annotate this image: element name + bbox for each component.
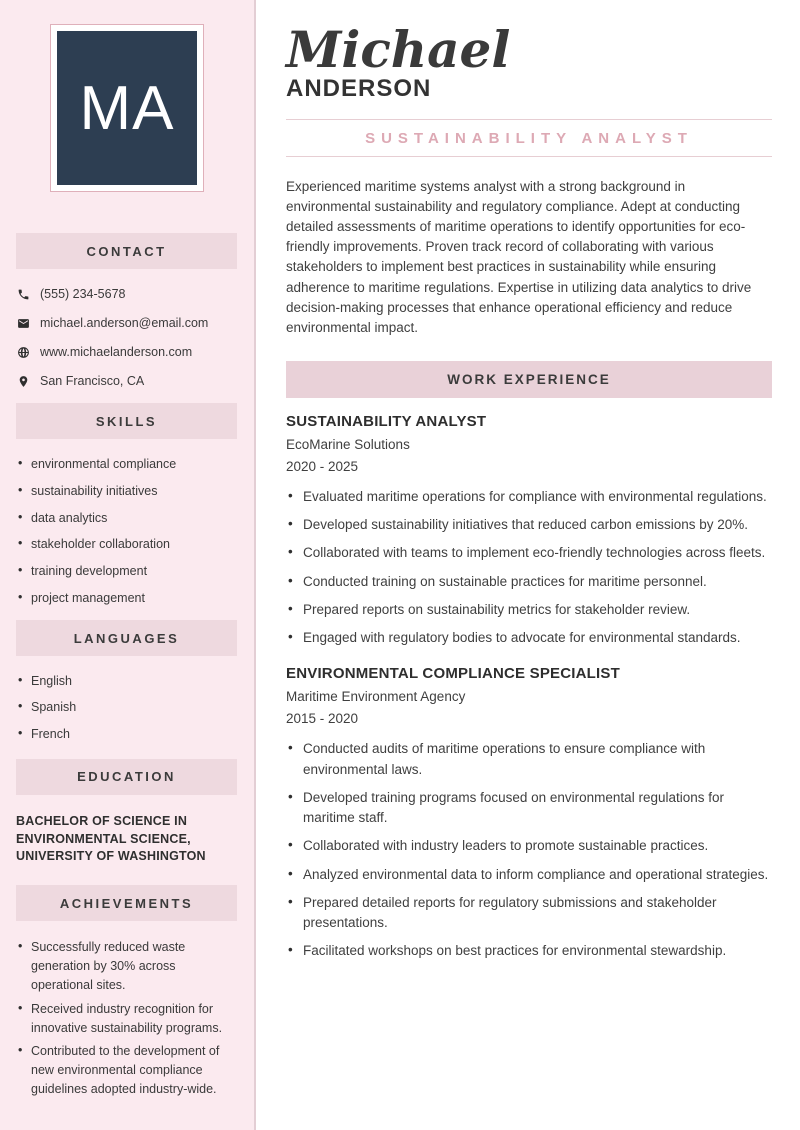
job-entry	[286, 665, 772, 961]
contact-item-phone	[16, 287, 238, 301]
list-item: • English	[18, 673, 238, 689]
divider	[286, 156, 772, 157]
last-name: ANDERSON	[286, 75, 432, 102]
list-item: • Spanish	[18, 699, 238, 715]
job-dates: 2015 - 2020	[286, 711, 359, 727]
list-item: • French	[18, 726, 238, 742]
list-item: • Facilitated workshops on best practices for environmental stewardship.	[286, 941, 772, 961]
first-name: Michael	[286, 20, 511, 79]
list-item: • Successfully reduced waste generation by 30% across operational sites.	[18, 938, 238, 995]
sidebar	[0, 0, 256, 1130]
list-item: • Conducted training on sustainable practices for maritime personnel.	[286, 572, 772, 592]
list-item: • Prepared detailed reports for regulatory submissions and stakeholder presentations.	[286, 893, 772, 934]
list-item: • Collaborated with industry leaders to promote sustainable practices.	[286, 836, 772, 856]
job-entry	[286, 413, 772, 649]
monogram-frame	[50, 24, 204, 192]
list-item: • Developed training programs focused on environmental regulations for maritime staff.	[286, 788, 772, 829]
list-item: • data analytics	[18, 510, 238, 526]
achievements-list	[0, 921, 254, 1099]
list-item: • Received industry recognition for innovative sustainability programs.	[18, 1000, 238, 1038]
monogram	[57, 31, 197, 185]
list-item: • Engaged with regulatory bodies to advocate for environmental standards.	[286, 628, 772, 648]
contact-website-text: www.michaelanderson.com	[40, 345, 193, 359]
job-title: SUSTAINABILITY ANALYST	[286, 412, 487, 430]
job-company: Maritime Environment Agency	[286, 689, 466, 705]
list-item: • Conducted audits of maritime operations to ensure compliance with environmental laws.	[286, 739, 772, 780]
skills-section-header: SKILLS	[16, 403, 237, 439]
contact-section-header: CONTACT	[16, 233, 237, 269]
globe-icon	[16, 345, 30, 359]
achievements-section-header: ACHIEVEMENTS	[16, 885, 237, 921]
list-item: • sustainability initiatives	[18, 483, 238, 499]
languages-list	[0, 656, 254, 742]
list-item: • training development	[18, 563, 238, 579]
contact-list	[0, 269, 254, 388]
contact-email-text: michael.anderson@email.com	[40, 316, 209, 330]
list-item: • Analyzed environmental data to inform compliance and operational strategies.	[286, 865, 772, 885]
contact-location-text: San Francisco, CA	[40, 374, 145, 388]
list-item: • project management	[18, 590, 238, 606]
job-dates: 2020 - 2025	[286, 458, 359, 474]
education-degree: BACHELOR OF SCIENCE IN ENVIRONMENTAL SCIENCE, UNIVERSITY OF WASHINGTON	[16, 813, 206, 864]
education-section-header: EDUCATION	[16, 759, 237, 795]
location-icon	[16, 374, 30, 388]
contact-item-website	[16, 345, 238, 359]
list-item: • Collaborated with teams to implement eco-friendly technologies across fleets.	[286, 543, 772, 563]
job-bullet-list	[286, 487, 772, 649]
job-bullet-list	[286, 739, 772, 961]
contact-phone-text: (555) 234-5678	[40, 287, 126, 301]
list-item: • stakeholder collaboration	[18, 536, 238, 552]
job-title: ENVIRONMENTAL COMPLIANCE SPECIALIST	[286, 665, 620, 683]
list-item: • environmental compliance	[18, 456, 238, 472]
job-headline: SUSTAINABILITY ANALYST	[365, 130, 693, 147]
main-content	[286, 0, 772, 970]
list-item: • Developed sustainability initiatives that reduced carbon emissions by 20%.	[286, 515, 772, 535]
email-icon	[16, 316, 30, 330]
monogram-initials: MA	[79, 73, 175, 143]
contact-item-email	[16, 316, 238, 330]
languages-section-header: LANGUAGES	[16, 620, 237, 656]
work-experience-section-header: WORK EXPERIENCE	[286, 361, 772, 398]
list-item: • Prepared reports on sustainability metrics for stakeholder review.	[286, 600, 772, 620]
phone-icon	[16, 287, 30, 301]
job-company: EcoMarine Solutions	[286, 436, 410, 452]
contact-item-location	[16, 374, 238, 388]
summary-paragraph: Experienced maritime systems analyst with a strong background in environmental sustainability and regulatory compliance. Adept at conducting detailed assessments of maritime operations to identify opportunities for eco-friendly improvements. Proven track record of collaborating with various stakeholders to implement best practices in sustainability while ensuring adherence to maritime regulations. Expertise in utilizing data analytics to drive decision-making processes that enhance operational efficiency and reduce environmental impact.	[286, 179, 752, 335]
list-item: • Evaluated maritime operations for compliance with environmental regulations.	[286, 487, 772, 507]
list-item: • Contributed to the development of new environmental compliance guidelines adopted industry-wide.	[18, 1042, 238, 1099]
skills-list	[0, 439, 254, 606]
